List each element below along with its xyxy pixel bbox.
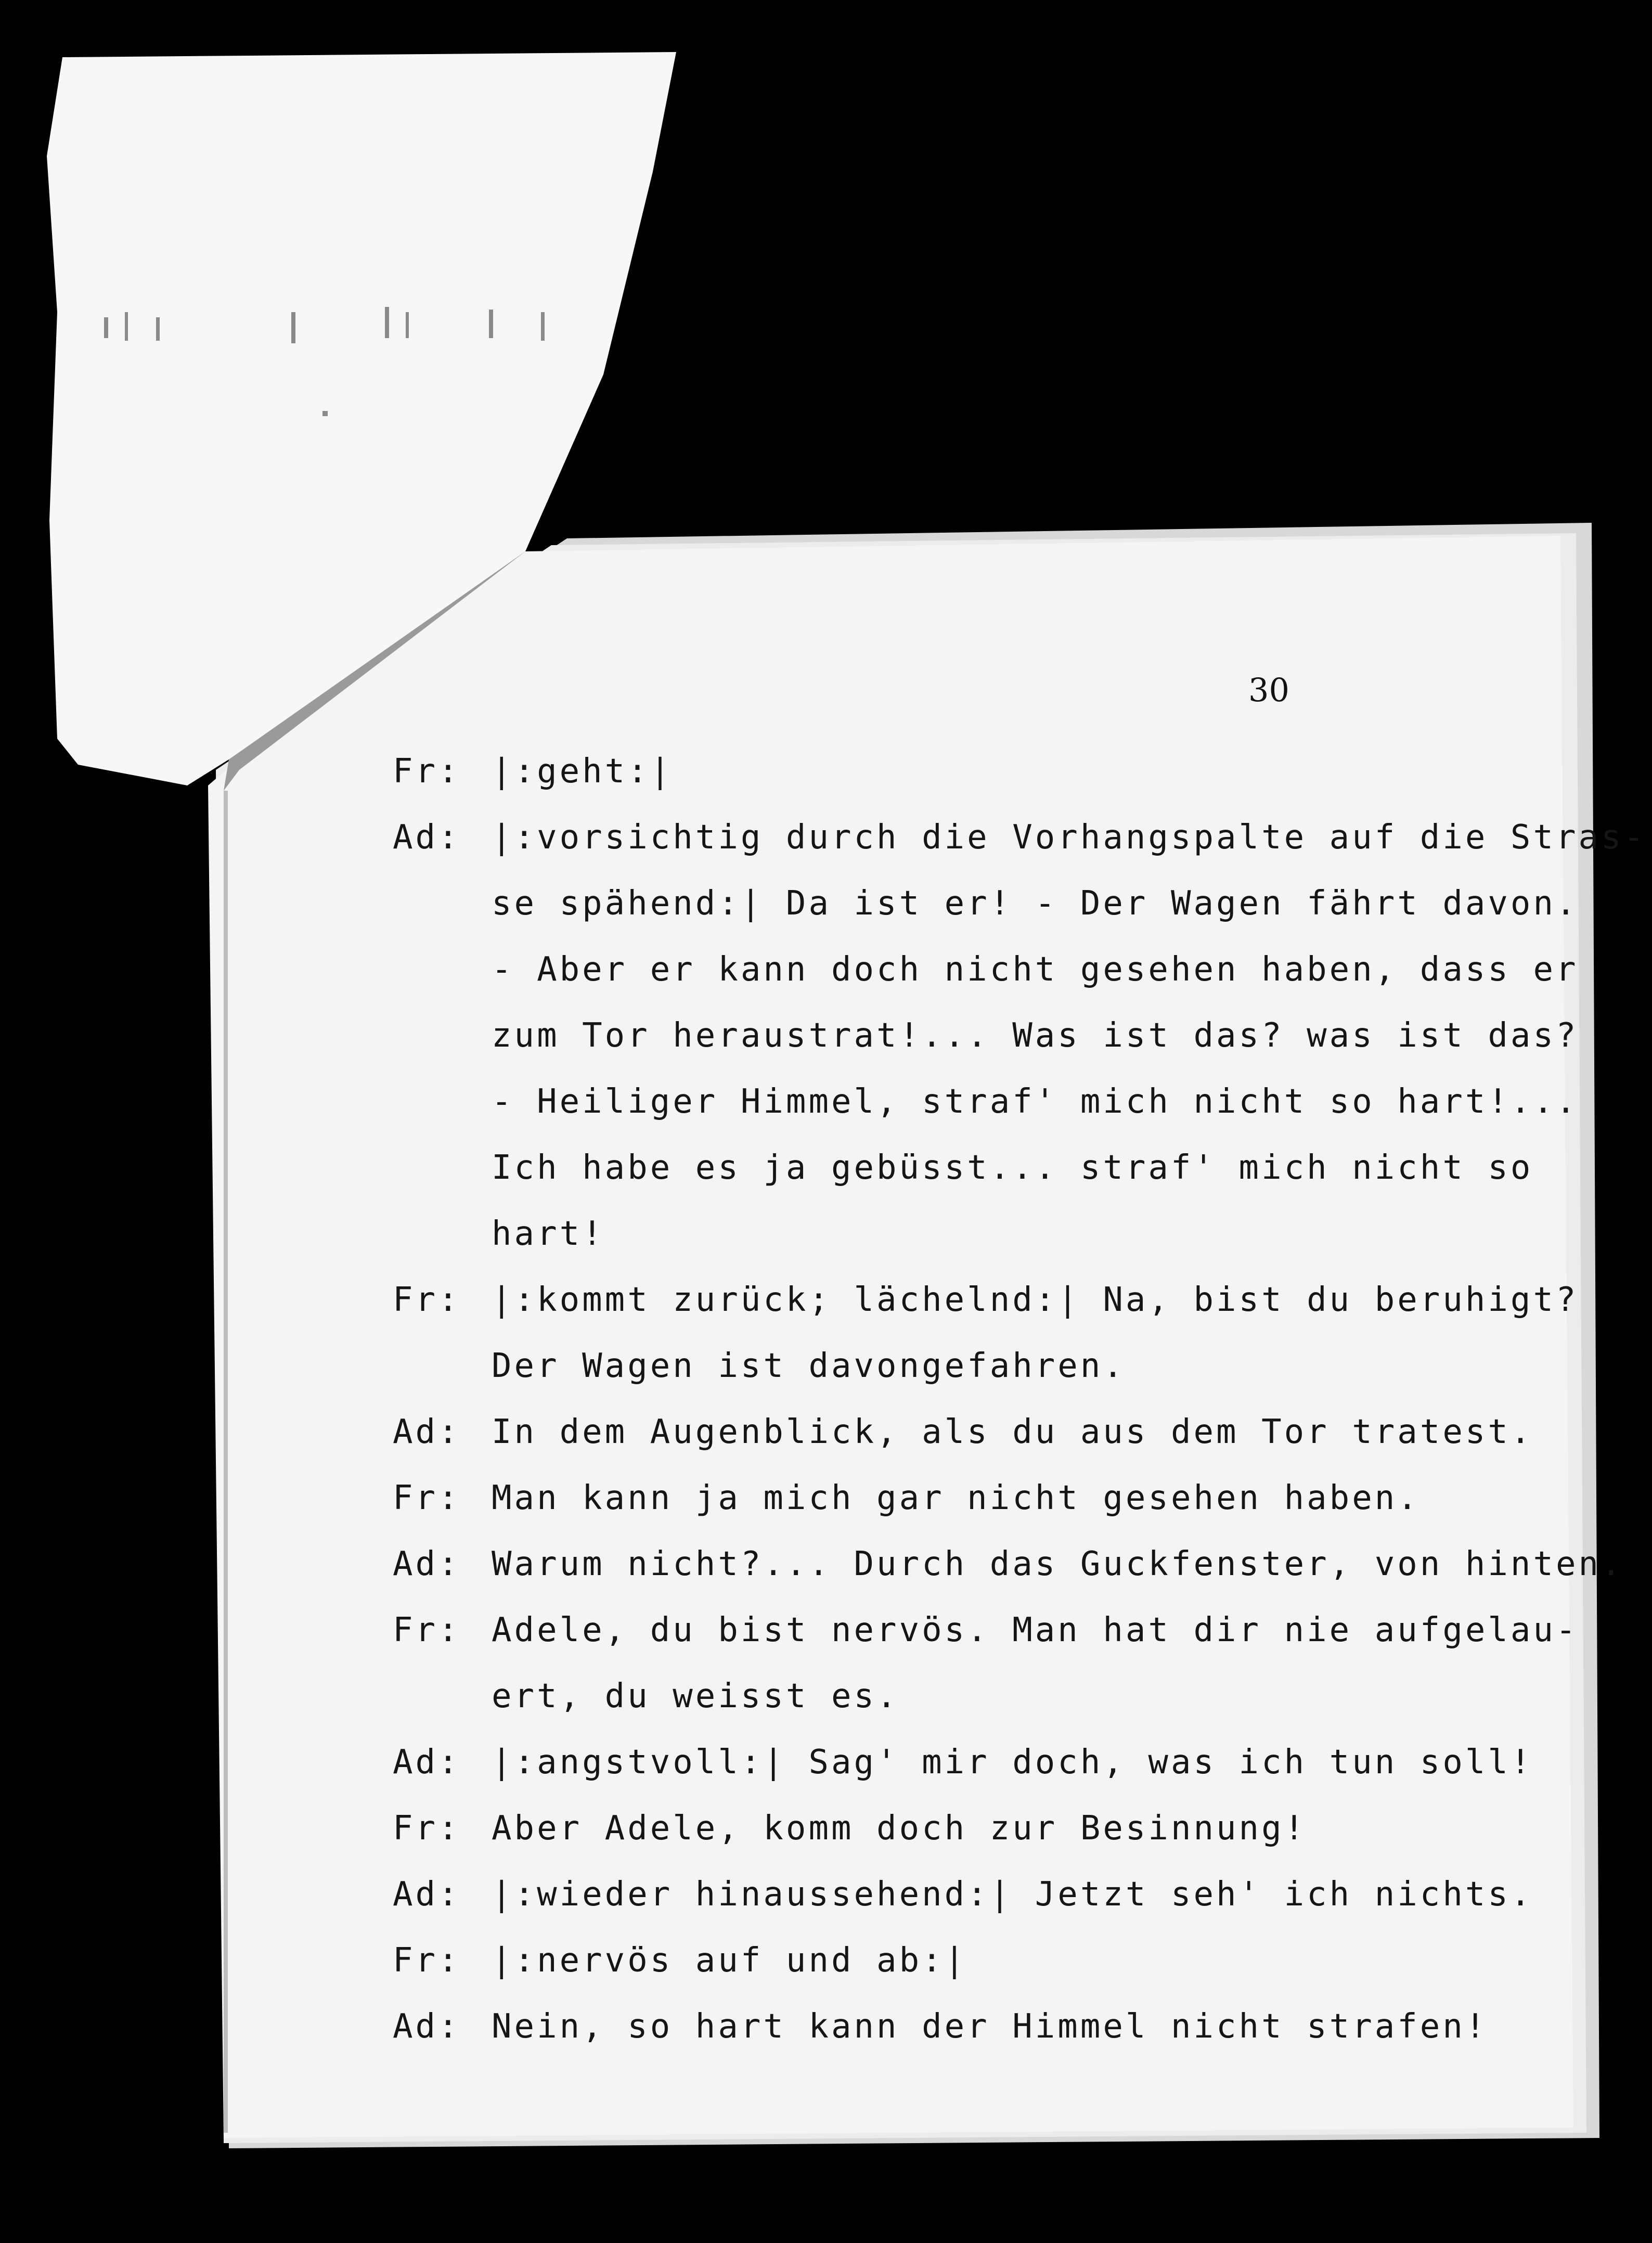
script-line: [393, 1664, 1547, 1730]
dialogue-text: |:vorsichtig durch die Vorhangspalte auf die Stras-: [492, 818, 1647, 857]
script-line: [393, 739, 1547, 805]
script-line: [393, 1928, 1547, 1994]
dialogue-text: Der Wagen ist davongefahren.: [492, 1347, 1126, 1385]
script-line: [393, 1862, 1547, 1928]
page-number: 30: [1248, 671, 1289, 709]
dialogue-text: |:kommt zurück; lächelnd:| Na, bist du beruhigt?: [492, 1281, 1579, 1319]
dialogue-text: Ich habe es ja gebüsst... straf' mich nicht so: [492, 1149, 1533, 1187]
dialogue-text: ert, du weisst es.: [492, 1677, 899, 1716]
script-line: [393, 805, 1647, 871]
dialogue-text: Warum nicht?... Durch das Guckfenster, von hinten.: [492, 1545, 1624, 1583]
dialogue-text: - Heiliger Himmel, straf' mich nicht so hart!...: [492, 1082, 1579, 1121]
script-line: [393, 1597, 1579, 1664]
speaker-label: Fr:: [393, 1611, 461, 1649]
script-line: [393, 1003, 1579, 1069]
dialogue-text: se spähend:| Da ist er! - Der Wagen fährt davon.: [492, 884, 1579, 923]
dialogue-text: |:wieder hinaussehend:| Jetzt seh' ich nichts.: [492, 1875, 1533, 1914]
speaker-label: Fr:: [393, 1809, 461, 1848]
dialogue-text: |:angstvoll:| Sag' mir doch, was ich tun soll!: [492, 1743, 1533, 1782]
dialogue-text: zum Tor heraustrat!... Was ist das? was ist das?: [492, 1016, 1579, 1055]
script-line: [393, 1333, 1547, 1399]
dialogue-text: Man kann ja mich gar nicht gesehen haben.: [492, 1479, 1420, 1517]
dialogue-script: [393, 739, 1647, 2060]
speaker-label: Ad:: [393, 1743, 461, 1782]
speaker-label: Ad:: [393, 1875, 461, 1914]
speaker-label: Fr:: [393, 1479, 461, 1517]
dialogue-text: Aber Adele, komm doch zur Besinnung!: [492, 1809, 1307, 1848]
script-line: [393, 1730, 1547, 1796]
speaker-label: Fr:: [393, 1281, 461, 1319]
speaker-label: Fr:: [393, 1941, 461, 1980]
dialogue-text: |:geht:|: [492, 752, 673, 791]
dialogue-text: Adele, du bist nervös. Man hat dir nie aufgelau-: [492, 1611, 1579, 1649]
script-line: [393, 1135, 1547, 1201]
speaker-label: Fr:: [393, 752, 461, 791]
script-line: [393, 1531, 1624, 1597]
dialogue-text: - Aber er kann doch nicht gesehen haben, dass er: [492, 950, 1579, 989]
script-line: [393, 937, 1579, 1003]
speaker-label: Ad:: [393, 2007, 461, 2046]
script-line: [393, 1994, 1547, 2060]
script-line: [393, 1267, 1579, 1333]
dialogue-text: |:nervös auf und ab:|: [492, 1941, 967, 1980]
script-line: [393, 1465, 1547, 1531]
speaker-label: Ad:: [393, 1413, 461, 1451]
dialogue-text: In dem Augenblick, als du aus dem Tor tratest.: [492, 1413, 1533, 1451]
speaker-label: Ad:: [393, 818, 461, 857]
speaker-label: Ad:: [393, 1545, 461, 1583]
dialogue-text: Nein, so hart kann der Himmel nicht strafen!: [492, 2007, 1488, 2046]
dialogue-text: hart!: [492, 1215, 605, 1253]
script-line: [393, 1796, 1547, 1862]
script-line: [393, 871, 1579, 937]
script-line: [393, 1201, 1547, 1267]
script-line: [393, 1069, 1579, 1135]
script-line: [393, 1399, 1547, 1465]
